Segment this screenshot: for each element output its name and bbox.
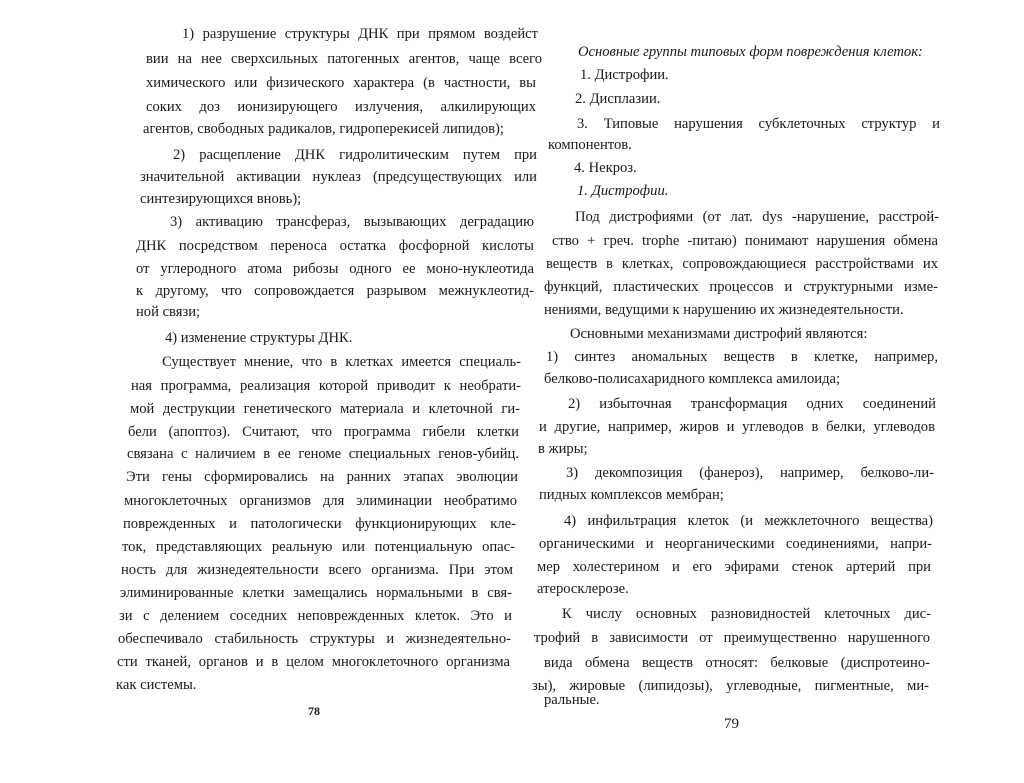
left-p3-line-3: от углеродного атома рибозы одного ее моно-нуклеотида — [136, 261, 534, 277]
left-p5-line-5: связана с наличием в ее геноме специальных генов-убийц. — [127, 446, 519, 462]
right-p3-line-2: белково-полисахаридного комплекса амилоида; — [544, 371, 841, 387]
right-p6-line-2: органическими и неорганическими соединениями, напри- — [539, 536, 932, 552]
right-p5-line-1: 3) декомпозиция (фанероз), например, белково-ли- — [566, 465, 934, 481]
right-p1-line-1: Под дистрофиями (от лат. dys -нарушение, расстрой- — [575, 209, 939, 225]
right-p7-line-3: вида обмена веществ относят: белковые (диспротеино- — [544, 655, 930, 671]
right-p1-line-5: нениями, ведущими к нарушению их жизнедеятельности. — [544, 302, 904, 318]
right-p6-line-3: мер холестерином и его эфирами стенок артерий при — [537, 559, 931, 575]
left-p1-line-1: 1) разрушение структуры ДНК при прямом воздейст — [182, 26, 538, 42]
page-number-left: 78 — [308, 704, 320, 718]
left-p3-line-5: ной связи; — [136, 304, 201, 320]
left-p5-line-2: ная программа, реализация которой приводит к необрати- — [131, 378, 521, 394]
right-p2-line-1: Основными механизмами дистрофий являются: — [570, 326, 868, 342]
left-p5-line-6: Эти гены сформировались на ранних этапах эволюции — [126, 469, 518, 485]
left-p4-line-1: 4) изменение структуры ДНК. — [165, 330, 353, 346]
left-p5-line-3: мой деструкции генетического материала и клеточной ги- — [130, 401, 520, 417]
right-p1-line-3: веществ в клетках, сопровождающиеся расстройствами их — [546, 256, 938, 272]
right-p7-line-4: зы), жировые (липидозы), углеводные, пигментные, ми- — [532, 678, 929, 694]
left-p3-line-1: 3) активацию трансфераз, вызывающих деградацию — [170, 214, 534, 230]
left-p5-line-7: многоклеточных организмов для элиминации необратимо — [124, 493, 517, 509]
right-p5-line-2: пидных комплексов мембран; — [539, 487, 724, 503]
left-p5-line-11: элиминированные клетки замещались нормальными в свя- — [120, 585, 512, 601]
list-item-4: 4. Некроз. — [574, 160, 637, 176]
right-p4-line-1: 2) избыточная трансформация одних соединений — [568, 396, 936, 412]
left-p5-line-13: обеспечивало стабильность структуры и жизнедеятельно- — [118, 631, 511, 647]
list-item-2: 2. Дисплазии. — [575, 91, 661, 107]
right-p6-line-4: атеросклерозе. — [537, 581, 629, 597]
left-p3-line-4: к другому, что сопровождается разрывом межнуклеотид- — [136, 283, 534, 299]
right-p4-line-3: в жиры; — [538, 441, 588, 457]
list-item-1: 1. Дистрофии. — [580, 67, 669, 83]
right-p1-line-4: функций, пластических процессов и структурными изме- — [544, 279, 938, 295]
left-p5-line-4: бели (апоптоз). Считают, что программа гибели клетки — [128, 424, 519, 440]
right-p4-line-2: и другие, например, жиров и углеводов в белки, углеводов — [539, 419, 935, 435]
left-p2-line-2: значительной активации нуклеаз (предсуществующих или — [140, 169, 537, 185]
left-p5-line-15: как системы. — [116, 677, 197, 693]
left-p2-line-1: 2) расщепление ДНК гидролитическим путем при — [173, 147, 537, 163]
left-p5-line-9: ток, представляющих реальную или потенциальную опас- — [122, 539, 515, 555]
right-p3-line-1: 1) синтез аномальных веществ в клетке, например, — [546, 349, 938, 365]
left-p1-line-4: соких доз ионизирующего излучения, алкилирующих — [146, 99, 536, 115]
right-p1-line-2: ство + греч. trophe -питаю) понимают нарушения обмена — [552, 233, 938, 249]
left-p3-line-2: ДНК посредством переноса остатка фосфорной кислоты — [136, 238, 534, 254]
right-p7-line-5: ральные. — [544, 692, 600, 708]
left-p1-line-5: агентов, свободных радикалов, гидроперекисей липидов); — [143, 121, 504, 137]
groups-heading: Основные группы типовых форм повреждения клеток: — [578, 44, 923, 60]
left-p5-line-10: ность для жизнедеятельности всего организма. При этом — [121, 562, 513, 578]
left-p5-line-8: поврежденных и патологически функционирующих кле- — [123, 516, 516, 532]
page-number-right: 79 — [724, 716, 739, 732]
list-item-3-cont: компонентов. — [548, 137, 632, 153]
left-p2-line-3: синтезирующихся вновь); — [140, 191, 302, 207]
right-p7-line-2: трофий в зависимости от преимущественно нарушенного — [534, 630, 930, 646]
left-p5-line-1: Существует мнение, что в клетках имеется специаль- — [162, 354, 521, 370]
left-p1-line-2: вии на нее сверхсильных патогенных агентов, чаще всего — [146, 51, 542, 67]
left-p1-line-3: химического или физического характера (в частности, вы — [146, 75, 536, 91]
right-p6-line-1: 4) инфильтрация клеток (и межклеточного вещества) — [564, 513, 933, 529]
list-item-3: 3. Типовые нарушения субклеточных структур и — [577, 116, 940, 132]
right-p7-line-1: К числу основных разновидностей клеточных дис- — [562, 606, 931, 622]
left-p5-line-14: сти тканей, органов и в целом многоклеточного организма — [117, 654, 510, 670]
section-subheading: 1. Дистрофии. — [577, 183, 669, 199]
left-p5-line-12: зи с делением соседних неповрежденных клеток. Это и — [119, 608, 512, 624]
